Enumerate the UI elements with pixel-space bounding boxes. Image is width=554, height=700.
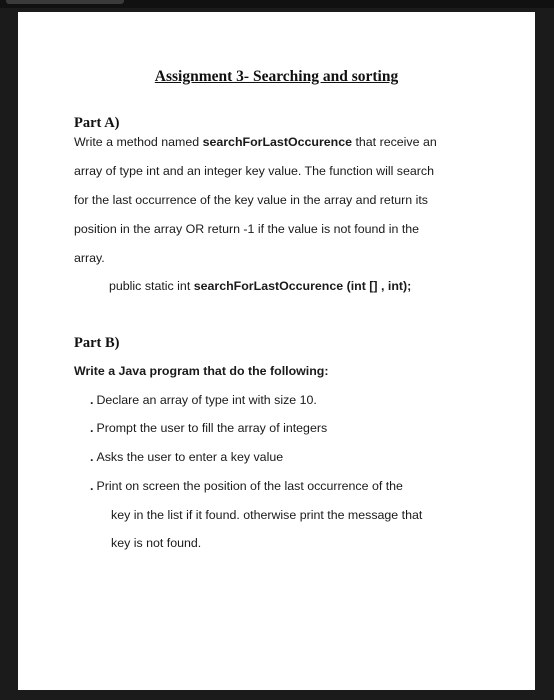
bullet-continuation: key in the list if it found. otherwise print the message that: [111, 508, 423, 522]
part-a-line-1: [74, 135, 437, 149]
method-name: searchForLastOccurence: [202, 135, 353, 149]
part-a-line-4: position in the array OR return -1 if the value is not found in the: [74, 222, 420, 236]
method-signature: [109, 279, 411, 293]
bullet-icon: .: [90, 479, 94, 493]
bullet-item: [90, 393, 317, 407]
signature-prefix: public static int: [109, 279, 194, 293]
part-b-intro: Write a Java program that do the following:: [74, 364, 329, 378]
part-b-heading: Part B): [74, 335, 120, 351]
bullet-icon: .: [90, 450, 94, 464]
page-title: Assignment 3- Searching and sorting: [154, 68, 399, 85]
bullet-text: Prompt the user to fill the array of integers: [96, 421, 328, 435]
part-a-line-2: array of type int and an integer key value. The function will search: [74, 164, 434, 178]
part-a-line-3: for the last occurrence of the key value in the array and return its: [74, 193, 429, 207]
bullet-icon: .: [90, 393, 94, 407]
part-a-heading: Part A): [74, 115, 120, 131]
bullet-item: [90, 450, 283, 464]
signature-bold: searchForLastOccurence (int [] , int);: [193, 279, 412, 293]
bullet-icon: .: [90, 421, 94, 435]
top-bar: [0, 0, 554, 8]
bullet-continuation: key is not found.: [111, 536, 202, 550]
part-a-line-1-prefix: Write a method named: [74, 135, 203, 149]
bullet-item: [90, 421, 327, 435]
part-a-line-5: array.: [74, 251, 105, 265]
scroll-indicator: [6, 0, 124, 4]
bullet-item: [90, 479, 403, 493]
document-page: [18, 12, 535, 690]
part-a-line-1-suffix: that receive an: [352, 135, 437, 149]
bullet-text: Asks the user to enter a key value: [96, 450, 284, 464]
bullet-text: Declare an array of type int with size 10.: [96, 393, 317, 407]
bullet-text: Print on screen the position of the last occurrence of the: [96, 479, 403, 493]
